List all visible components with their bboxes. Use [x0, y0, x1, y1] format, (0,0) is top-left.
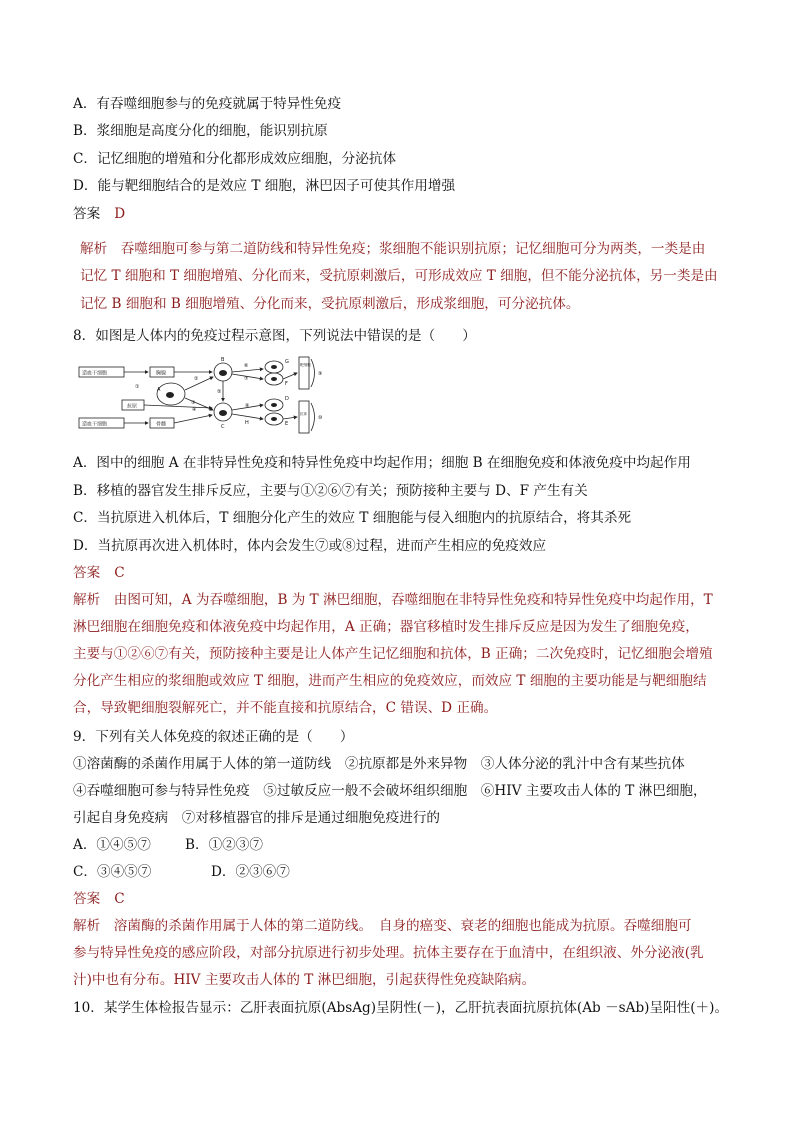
q9-option-a: A．①④⑤⑦	[73, 837, 151, 853]
diagram-number: ⑦	[244, 376, 249, 382]
diagram-box-label: 造血干细胞	[82, 370, 108, 377]
diagram-number: ⑥	[244, 363, 249, 369]
answer-label: 答案	[73, 891, 101, 907]
diagram-letter: A	[157, 387, 161, 393]
q9-stem: 9．下列有关人体免疫的叙述正确的是（ ）	[73, 729, 354, 745]
diagram-number: ④	[192, 407, 197, 413]
answer-value: C	[114, 565, 125, 581]
q8-analysis-line: 解析 由图可知，A 为吞噬细胞，B 为 T 淋巴细胞，吞噬细胞在非特异性免疫和特异性免疫中均起作用，T	[73, 592, 713, 608]
diagram-letter: H	[245, 420, 249, 426]
q8-analysis-line: 淋巴细胞在细胞免疫和体液免疫中均起作用，A 正确；器官移植时发生排斥反应是因为发生了细胞免疫，	[73, 619, 699, 635]
q9-analysis-line: 参与特异性免疫的感应阶段，对部分抗原进行初步处理。抗体主要存在于血清中，在组织液、外分泌液(乳	[73, 945, 704, 961]
diagram-letter: C	[221, 424, 225, 430]
diagram-number: ⑩	[318, 415, 323, 421]
q7-analysis-line: 解析 吞噬细胞可参与第二道防线和特异性免疫；浆细胞不能识别抗原；记忆细胞可分为两类，一类是由	[80, 241, 706, 257]
diagram-box-label: 靶细胞	[300, 363, 311, 367]
answer-label: 答案	[73, 206, 101, 222]
diagram-box-label: 抗原	[127, 403, 138, 410]
q8-answer	[73, 564, 125, 582]
q9-statement-line: ①溶菌酶的杀菌作用属于人体的第一道防线 ②抗原都是外来异物 ③人体分泌的乳汁中含有某些抗体	[73, 756, 685, 772]
diagram-number: ⑤	[217, 389, 222, 395]
q7-analysis-line: 记忆 B 细胞和 B 细胞增殖、分化而来，受抗原刺激后，形成浆细胞，可分泌抗体。	[80, 296, 580, 312]
q9-option-d: D．②③⑥⑦	[211, 864, 290, 880]
q7-answer	[73, 205, 125, 223]
q9-statement-line: ④吞噬细胞可参与特异性免疫 ⑤过敏反应一般不会破坏组织细胞 ⑥HIV 主要攻击人体的 T 淋巴细胞，	[73, 783, 707, 799]
q7-option-c: C．记忆细胞的增殖和分化都形成效应细胞，分泌抗体	[73, 151, 397, 167]
q8-option-d: D．当抗原再次进入机体时，体内会发生⑦或⑧过程，进而产生相应的免疫效应	[73, 538, 547, 554]
diagram-letter: B	[221, 357, 225, 363]
q10-stem: 10．某学生体检报告显示：乙肝表面抗原(AbsAg)呈阴性(－)，乙肝抗表面抗原抗体(Ab －sAb)呈阳性(＋)。	[73, 1000, 729, 1016]
q9-statement-line: 引起自身免疫病 ⑦对移植器官的排斥是通过细胞免疫进行的	[73, 810, 441, 826]
diagram-number: ①	[135, 384, 140, 390]
q8-option-c: C．当抗原进入机体后，T 细胞分化产生的效应 T 细胞能与侵入细胞内的抗原结合，将其杀死	[73, 510, 632, 526]
diagram-letter: D	[285, 396, 289, 402]
q9-option-c: C．③④⑤⑦	[73, 864, 152, 880]
q8-analysis-line: 分化产生相应的浆细胞或效应 T 细胞，进而产生相应的免疫效应，而效应 T 细胞的主要功能是与靶细胞结	[73, 673, 707, 689]
answer-value: D	[114, 206, 126, 222]
answer-label: 答案	[73, 565, 101, 581]
q7-option-d: D．能与靶细胞结合的是效应 T 细胞，淋巴因子可使其作用增强	[73, 178, 456, 194]
q9-option-b: B．①②③⑦	[185, 837, 263, 853]
diagram-letter: F	[285, 381, 288, 387]
q8-stem: 8．如图是人体内的免疫过程示意图，下列说法中错误的是（ ）	[73, 328, 476, 344]
diagram-box-label: 造血干细胞	[82, 421, 108, 428]
diagram-number: ②	[194, 376, 199, 382]
q9-answer	[73, 890, 125, 908]
diagram-number: ⑨	[318, 371, 323, 377]
diagram-letter: E	[285, 421, 289, 427]
diagram-box-label: 抗体	[300, 412, 308, 416]
answer-value: C	[114, 891, 125, 907]
diagram-number: ⑧	[245, 403, 250, 409]
q8-analysis-line: 合，导致靶细胞裂解死亡，并不能直接和抗原结合，C 错误、D 正确。	[73, 700, 498, 716]
q8-option-a: A．图中的细胞 A 在非特异性免疫和特异性免疫中均起作用；细胞 B 在细胞免疫和体液免疫中均起作用	[73, 455, 691, 471]
diagram-box-label: 骨髓	[156, 421, 167, 428]
diagram-box-label: 胸腺	[156, 370, 167, 377]
q7-option-b: B．浆细胞是高度分化的细胞，能识别抗原	[73, 123, 328, 139]
diagram-number: ③	[191, 400, 196, 406]
q8-option-b: B．移植的器官发生排斥反应，主要与①②⑥⑦有关；预防接种主要与 D、F 产生有关	[73, 483, 588, 499]
diagram-letter: G	[285, 359, 289, 365]
q9-analysis-line: 解析 溶菌酶的杀菌作用属于人体的第二道防线。 自身的癌变、衰老的细胞也能成为抗原。吞噬细胞可	[73, 918, 692, 934]
q7-option-a: A．有吞噬细胞参与的免疫就属于特异性免疫	[73, 96, 342, 112]
q7-analysis-line: 记忆 T 细胞和 T 细胞增殖、分化而来，受抗原刺激后，可形成效应 T 细胞，但不能分泌抗体，另一类是由	[80, 268, 718, 284]
immune-process-diagram	[78, 355, 336, 435]
q8-analysis-line: 主要与①②⑥⑦有关，预防接种主要是让人体产生记忆细胞和抗体，B 正确；二次免疫时，记忆细胞会增殖	[73, 646, 713, 662]
q9-analysis-line: 汁)中也有分布。HIV 主要攻击人体的 T 淋巴细胞，引起获得性免疫缺陷病。	[73, 972, 536, 988]
